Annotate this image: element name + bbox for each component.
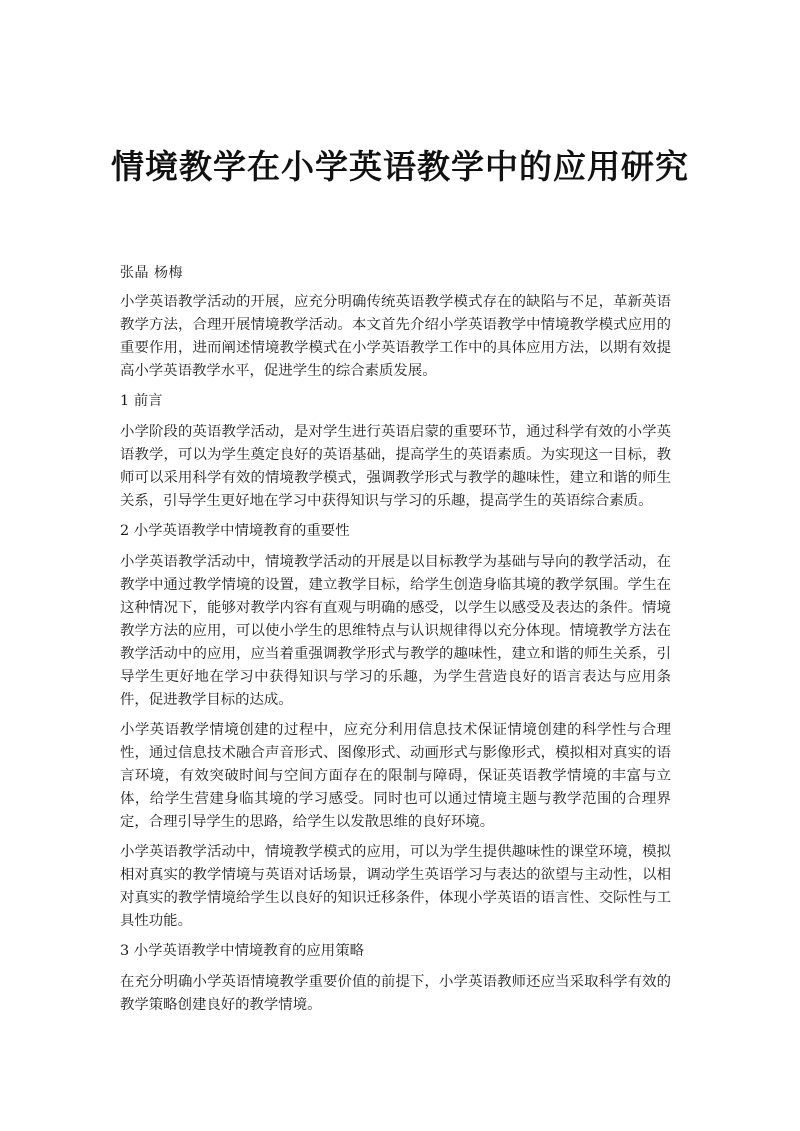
- section-heading-intro: 1 前言: [120, 393, 163, 409]
- section-heading-strategy: 3 小学英语教学中情境教育的应用策略: [120, 943, 364, 959]
- section-heading-importance: 2 小学英语教学中情境教育的重要性: [120, 523, 350, 539]
- body-paragraph: 小学英语教学情境创建的过程中，应充分利用信息技术保证情境创建的科学性与合理性，通过信息技术融合声音形式、图像形式、动画形式与影像形式，模拟相对真实的语言环境，有效突破时间与空间方面存在的限制与障碍，保证英语教学情境的丰富与立体，给学生营建身临其境的学习感受。同时也可以通过情境主题与教学范围的合理界定，合理引导学生的思路，给学生以发散思维的良好环境。: [120, 722, 671, 830]
- body-paragraph: 小学英语教学活动中，情境教学模式的应用，可以为学生提供趣味性的课堂环境，模拟相对真实的教学情境与英语对话场景，调动学生英语学习与表达的欲望与主动性，以相对真实的教学情境给学生以良好的知识迁移条件，体现小学英语的语言性、交际性与工具性功能。: [120, 844, 671, 929]
- body-paragraph: 小学阶段的英语教学活动，是对学生进行英语启蒙的重要环节，通过科学有效的小学英语教学，可以为学生奠定良好的英语基础，提高学生的英语素质。为实现这一目标，教师可以采用科学有效的情境教学模式，强调教学形式与教学的趣味性，建立和谐的师生关系，引导学生更好地在学习中获得知识与学习的乐趣，提高学生的英语综合素质。: [120, 424, 671, 509]
- paper-title: 情境教学在小学英语教学中的应用研究: [111, 147, 689, 186]
- author-line: 张晶 杨梅: [120, 265, 183, 281]
- body-paragraph: 小学英语教学活动中，情境教学活动的开展是以目标教学为基础与导向的教学活动，在教学中通过教学情境的设置，建立教学目标，给学生创造身临其境的教学氛围。学生在这种情况下，能够对教学内容有直观与明确的感受，以学生以感受及表达的条件。情境教学方法的应用，可以使小学生的思维特点与认识规律得以充分体现。情境教学方法在教学活动中的应用，应当着重强调教学形式与教学的趣味性，建立和谐的师生关系，引导学生更好地在学习中获得知识与学习的乐趣，为学生营造良好的语言表达与应用条件，促进教学目标的达成。: [120, 554, 671, 708]
- abstract-paragraph: 小学英语教学活动的开展，应充分明确传统英语教学模式存在的缺陷与不足，革新英语教学方法，合理开展情境教学活动。本文首先介绍小学英语教学中情境教学模式应用的重要作用，进而阐述情境教学模式在小学英语教学工作中的具体应用方法，以期有效提高小学英语教学水平，促进学生的综合素质发展。: [120, 294, 671, 379]
- body-paragraph: 在充分明确小学英语情境教学重要价值的前提下，小学英语教师还应当采取科学有效的教学策略创建良好的教学情境。: [120, 974, 671, 1013]
- paper-body: [120, 262, 671, 1024]
